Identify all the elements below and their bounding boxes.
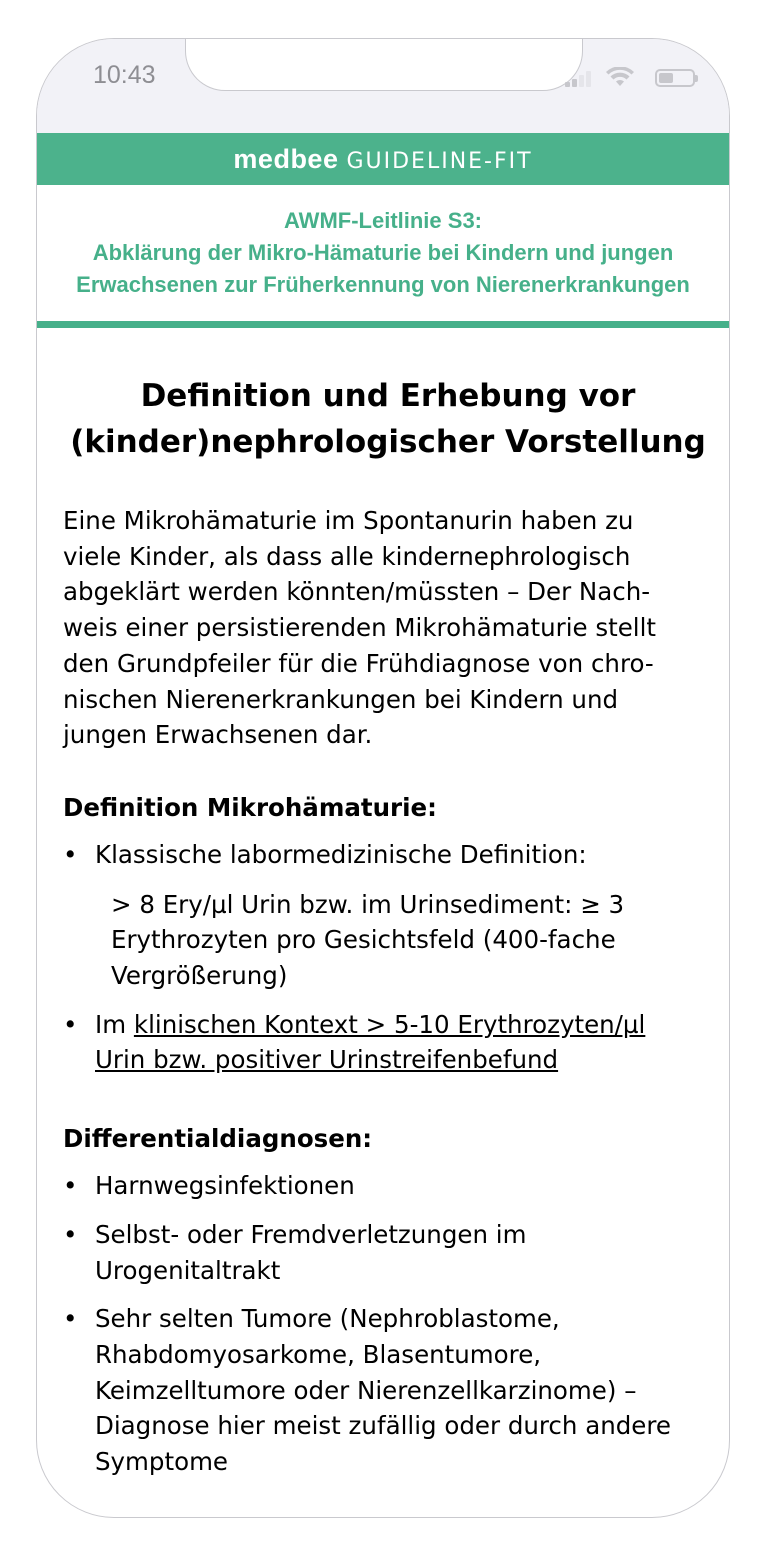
brand-suffix: GUIDELINE-FIT <box>346 149 533 174</box>
notch <box>185 38 583 91</box>
guideline-title-line-3: Erwachsenen zur Früherkennung von Nierenerkrankungen <box>76 272 690 297</box>
content-area <box>63 373 713 1493</box>
underlined-text: klinischen Kontext > 5-10 Erythrozyten/µl <box>133 1009 646 1039</box>
signal-icon <box>565 71 593 87</box>
list-item: • Klassische labormedizinische Definition: > 8 Ery/µl Urin bzw. im Urinsediment: ≥ 3 Erythrozyten pro Gesichtsfeld (400-fache Vergrößerung) <box>63 837 713 994</box>
guideline-title-line-1: AWMF-Leitlinie S3: <box>284 208 482 233</box>
status-time: 10:43 <box>93 61 156 89</box>
intro-paragraph: Eine Mikrohämaturie im Spontanurin haben zu viele Kinder, als dass alle kindernephrologisch abgeklärt werden könnten/müssten – Der Nach- weis einer persistierenden Mikrohämaturie stellt den Grundpfeiler für die Frühdiagnose von chro- nischen Nierenerkrankungen bei Kindern und jungen Erwachsenen dar. <box>63 506 657 750</box>
differential-heading: Differentialdiagnosen: <box>63 1124 373 1154</box>
guideline-title-line-2: Abklärung der Mikro-Hämaturie bei Kindern und jungen <box>92 240 674 265</box>
status-bar <box>37 39 729 133</box>
differential-list <box>63 1168 713 1480</box>
guideline-header <box>37 185 729 321</box>
underlined-text: Urin bzw. positiver Urinstreifenbefund <box>95 1045 559 1075</box>
wifi-icon <box>605 67 635 87</box>
list-item: • Sehr selten Tumore (Nephroblastome, Rhabdomyosarkome, Blasentumore, Keimzelltumore oder Nierenzellkarzinome) – Diagnose hier meist zufällig oder durch andere Symptome <box>63 1301 713 1480</box>
list-item: • Im klinischen Kontext > 5-10 Erythrozyten/µl Urin bzw. positiver Urinstreifenbefund <box>63 1007 713 1078</box>
header-divider <box>37 321 729 328</box>
battery-icon <box>655 69 695 87</box>
section-title: Definition und Erhebung vor (kinder)nephrologischer Vorstellung <box>70 378 706 460</box>
phone-frame <box>36 38 730 1518</box>
definition-detail: > 8 Ery/µl Urin bzw. im Urinsediment: ≥ 3 Erythrozyten pro Gesichtsfeld (400-fache Vergrößerung) <box>111 889 625 991</box>
brand-bar <box>37 133 729 185</box>
status-icons <box>555 67 695 89</box>
list-item: • Harnwegsinfektionen <box>63 1168 713 1204</box>
definition-list <box>63 837 713 1078</box>
brand-logo: medbee <box>233 144 339 174</box>
list-item: • Selbst- oder Fremdverletzungen im Urogenitaltrakt <box>63 1217 713 1288</box>
definition-heading: Definition Mikrohämaturie: <box>63 792 437 822</box>
